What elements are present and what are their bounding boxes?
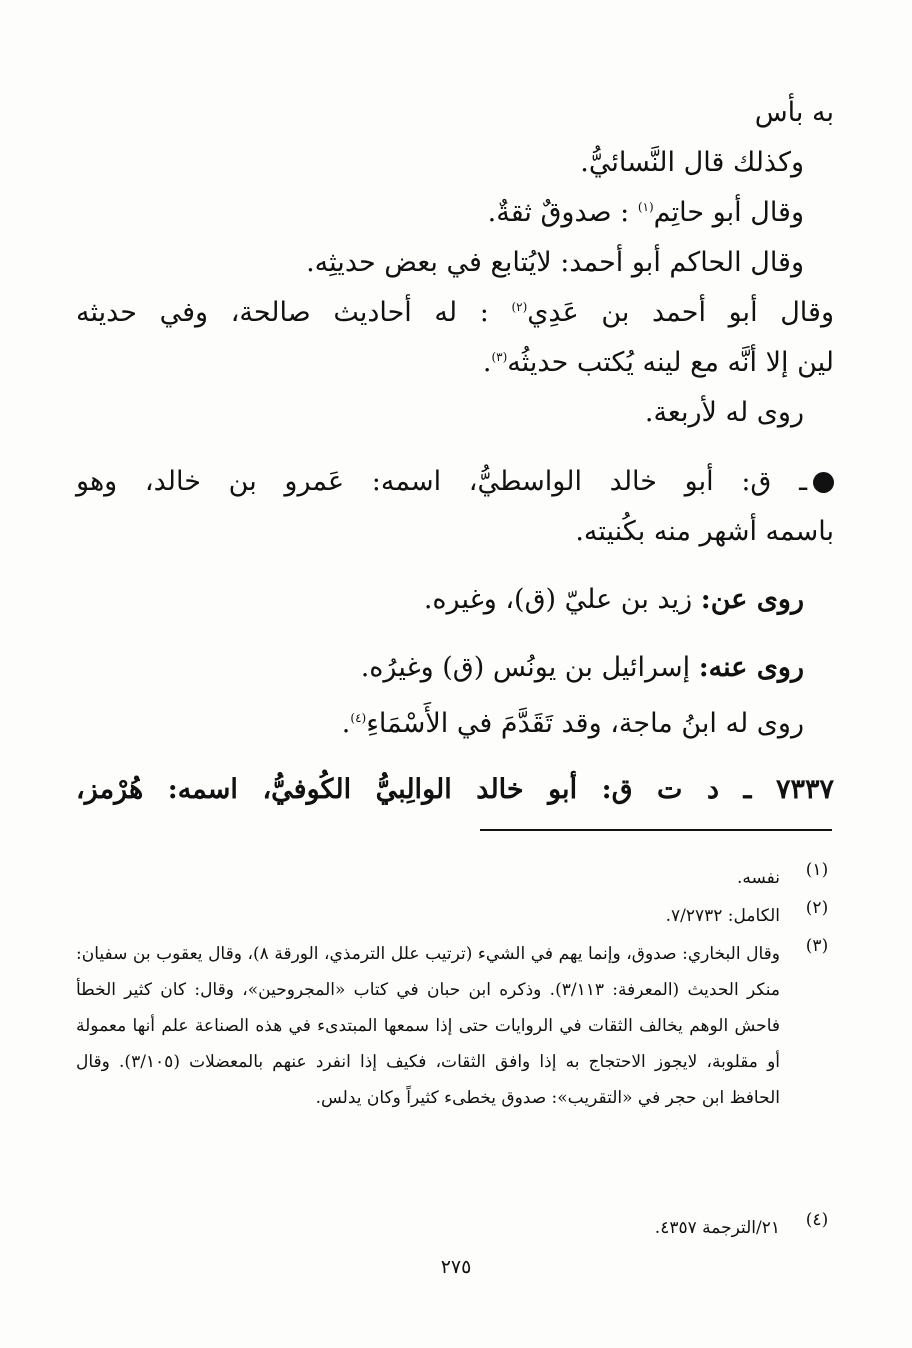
footnote-ref: (٤): [350, 711, 367, 725]
text-segment: زيد بن عليّ (ق)، وغيره.: [423, 584, 693, 615]
text-line: وقال الحاكم أبو أحمد: لايُتابع في بعض حديثِه.: [306, 247, 804, 278]
footnote-number: (٤): [805, 1210, 829, 1230]
footnote-ref: (٣): [491, 350, 508, 364]
field-label: روى عنه:: [698, 652, 804, 683]
footnote-text: نفسه.: [736, 868, 780, 888]
footnote-text: الكامل: ٧/٢٧٣٢.: [665, 906, 780, 926]
text-segment: لين إلا أنَّه مع لينه يُكتب حديثُه: [507, 347, 834, 378]
text-line: [342, 710, 804, 737]
footnote-number: (٣): [805, 936, 829, 956]
page-number: ٢٧٥: [440, 1256, 472, 1278]
footnote: [76, 860, 834, 896]
text-segment: : صدوقٌ ثقةٌ.: [487, 197, 630, 228]
text-line: [488, 199, 804, 226]
text-segment: ـ ق: أبو خالد الواسطيُّ، اسمه: عَمرو بن خالد، وهو: [76, 466, 807, 497]
text-line: [424, 586, 804, 613]
text-line: روى له لأربعة.: [644, 397, 804, 428]
text-line: باسمه أشهر منه بكُنيته.: [575, 516, 834, 547]
text-line: به بأس: [754, 97, 834, 128]
footnote: [76, 898, 834, 934]
text-line: [483, 349, 834, 376]
footnote-separator: [480, 829, 832, 831]
text-segment: .: [482, 347, 492, 378]
text-line: وكذلك قال النَّسائيُّ.: [580, 147, 804, 178]
bullet-icon: [813, 472, 834, 493]
text-segment: إسرائيل بن يونُس (ق) وغيرُه.: [360, 652, 691, 683]
text-segment: وقال أبو أحمد بن عَدِي: [527, 297, 834, 328]
entry-heading: ٧٣٣٧ ـ د ت ق: أبو خالد الوالِبيُّ الكُوفيُّ، اسمه: هُرْمز،: [76, 774, 834, 805]
text-segment: .: [341, 708, 351, 739]
footnote-ref: (٢): [511, 300, 528, 314]
text-segment: روى له ابنُ ماجة، وقد تَقَدَّمَ في الأَسْمَاءِ: [366, 708, 804, 739]
footnote-number: (٢): [805, 898, 829, 918]
text-segment: : له أحاديث صالحة، وفي حديثه: [76, 297, 489, 328]
text-line: [76, 299, 834, 326]
footnote: [76, 936, 834, 1116]
field-label: روى عن:: [700, 584, 804, 615]
footnote-text: ٢١/الترجمة ٤٣٥٧.: [654, 1218, 780, 1238]
footnote-text: وقال البخاري: صدوق، وإنما يهم في الشيء (ترتيب علل الترمذي، الورقة ٨)، وقال يعقوب بن سفيان: منكر الحديث (المعرفة: ٣/١١٣). وذكره ابن حبان في كتاب «المجروحين»، وقال: كان كثير الخطأ فاحش الوهم يخالف الثقات في الروايات حتى إذا سمعها المبتدىء في هذه الصناعة علم أنها معمولة أو مقلوبة، لايجوز الاحتجاج به إذا وافق الثقات، فكيف إذا انفرد عنهم بالمعضلات (٣/١٠٥). وقال الحافظ ابن حجر في «التقريب»: صدوق يخطىء كثيراً وكان يدلس.: [76, 944, 781, 1108]
text-line: [361, 654, 804, 681]
entry-heading: [76, 468, 834, 495]
footnote: [76, 1210, 834, 1246]
footnote-ref: (١): [637, 200, 654, 214]
footnote-number: (١): [805, 860, 829, 880]
text-segment: وقال أبو حاتِم: [653, 197, 804, 228]
